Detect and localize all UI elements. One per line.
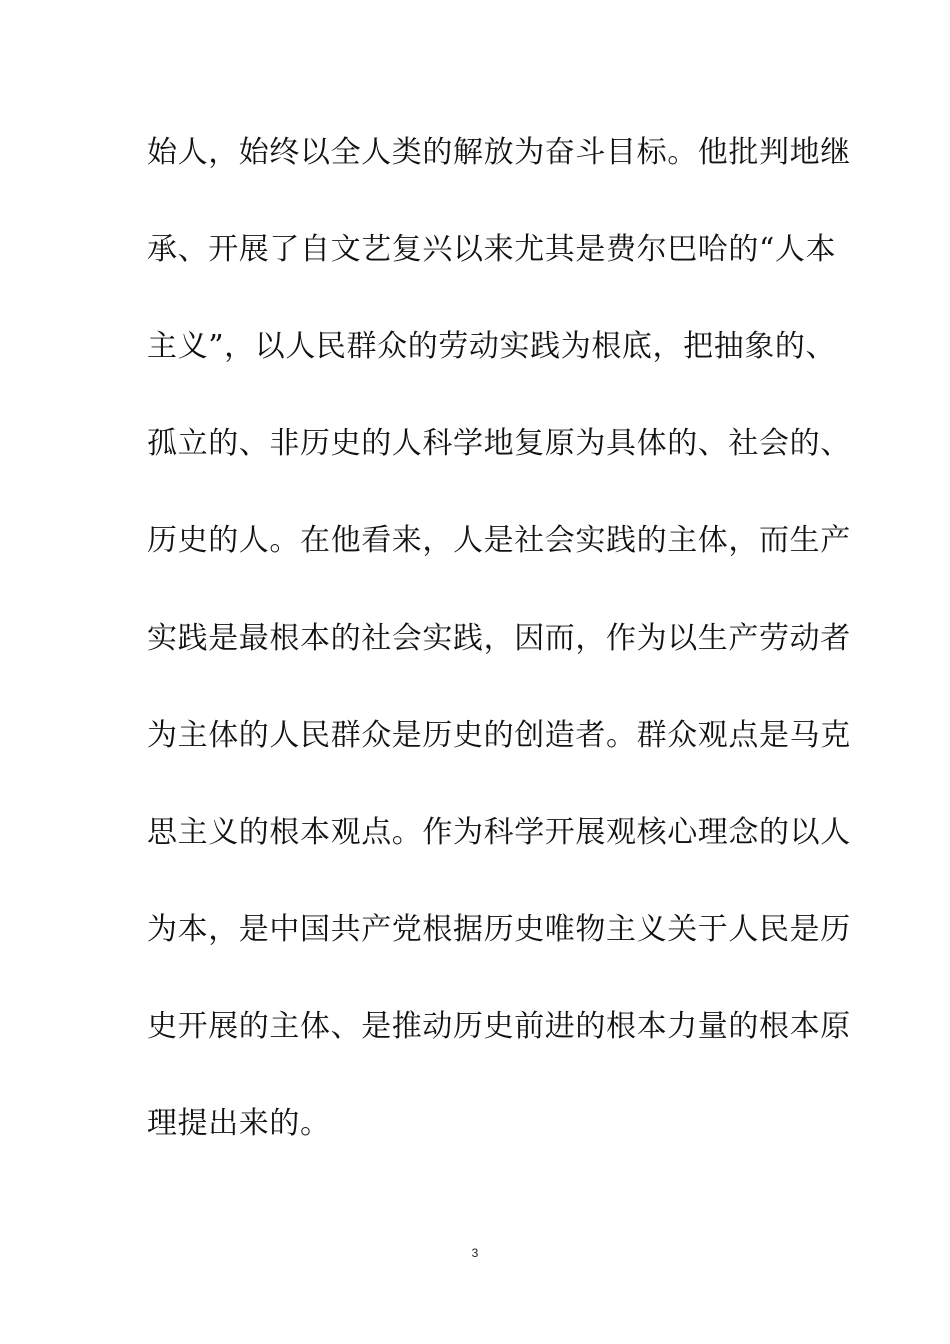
text-line-10: 史开展的主体、是推动历史前进的根本力量的根本原 xyxy=(147,1009,851,1044)
text-line-2: 承、开展了自文艺复兴以来尤其是费尔巴哈的“人本 xyxy=(147,232,837,267)
text-line-11: 理提出来的。 xyxy=(147,1106,331,1141)
text-line-6: 实践是最根本的社会实践，因而，作为以生产劳动者 xyxy=(147,621,851,656)
text-line-5: 历史的人。在他看来，人是社会实践的主体，而生产 xyxy=(147,523,851,558)
page-number: 3 xyxy=(471,1246,479,1260)
text-line-3: 主义”，以人民群众的劳动实践为根底，把抽象的、 xyxy=(147,329,837,364)
text-line-9: 为本，是中国共产党根据历史唯物主义关于人民是历 xyxy=(147,912,851,947)
text-line-4: 孤立的、非历史的人科学地复原为具体的、社会的、 xyxy=(147,426,851,461)
text-line-1: 始人，始终以全人类的解放为奋斗目标。他批判地继 xyxy=(147,135,851,170)
text-line-7: 为主体的人民群众是历史的创造者。群众观点是马克 xyxy=(147,718,851,753)
text-line-8: 思主义的根本观点。作为科学开展观核心理念的以人 xyxy=(147,815,851,850)
